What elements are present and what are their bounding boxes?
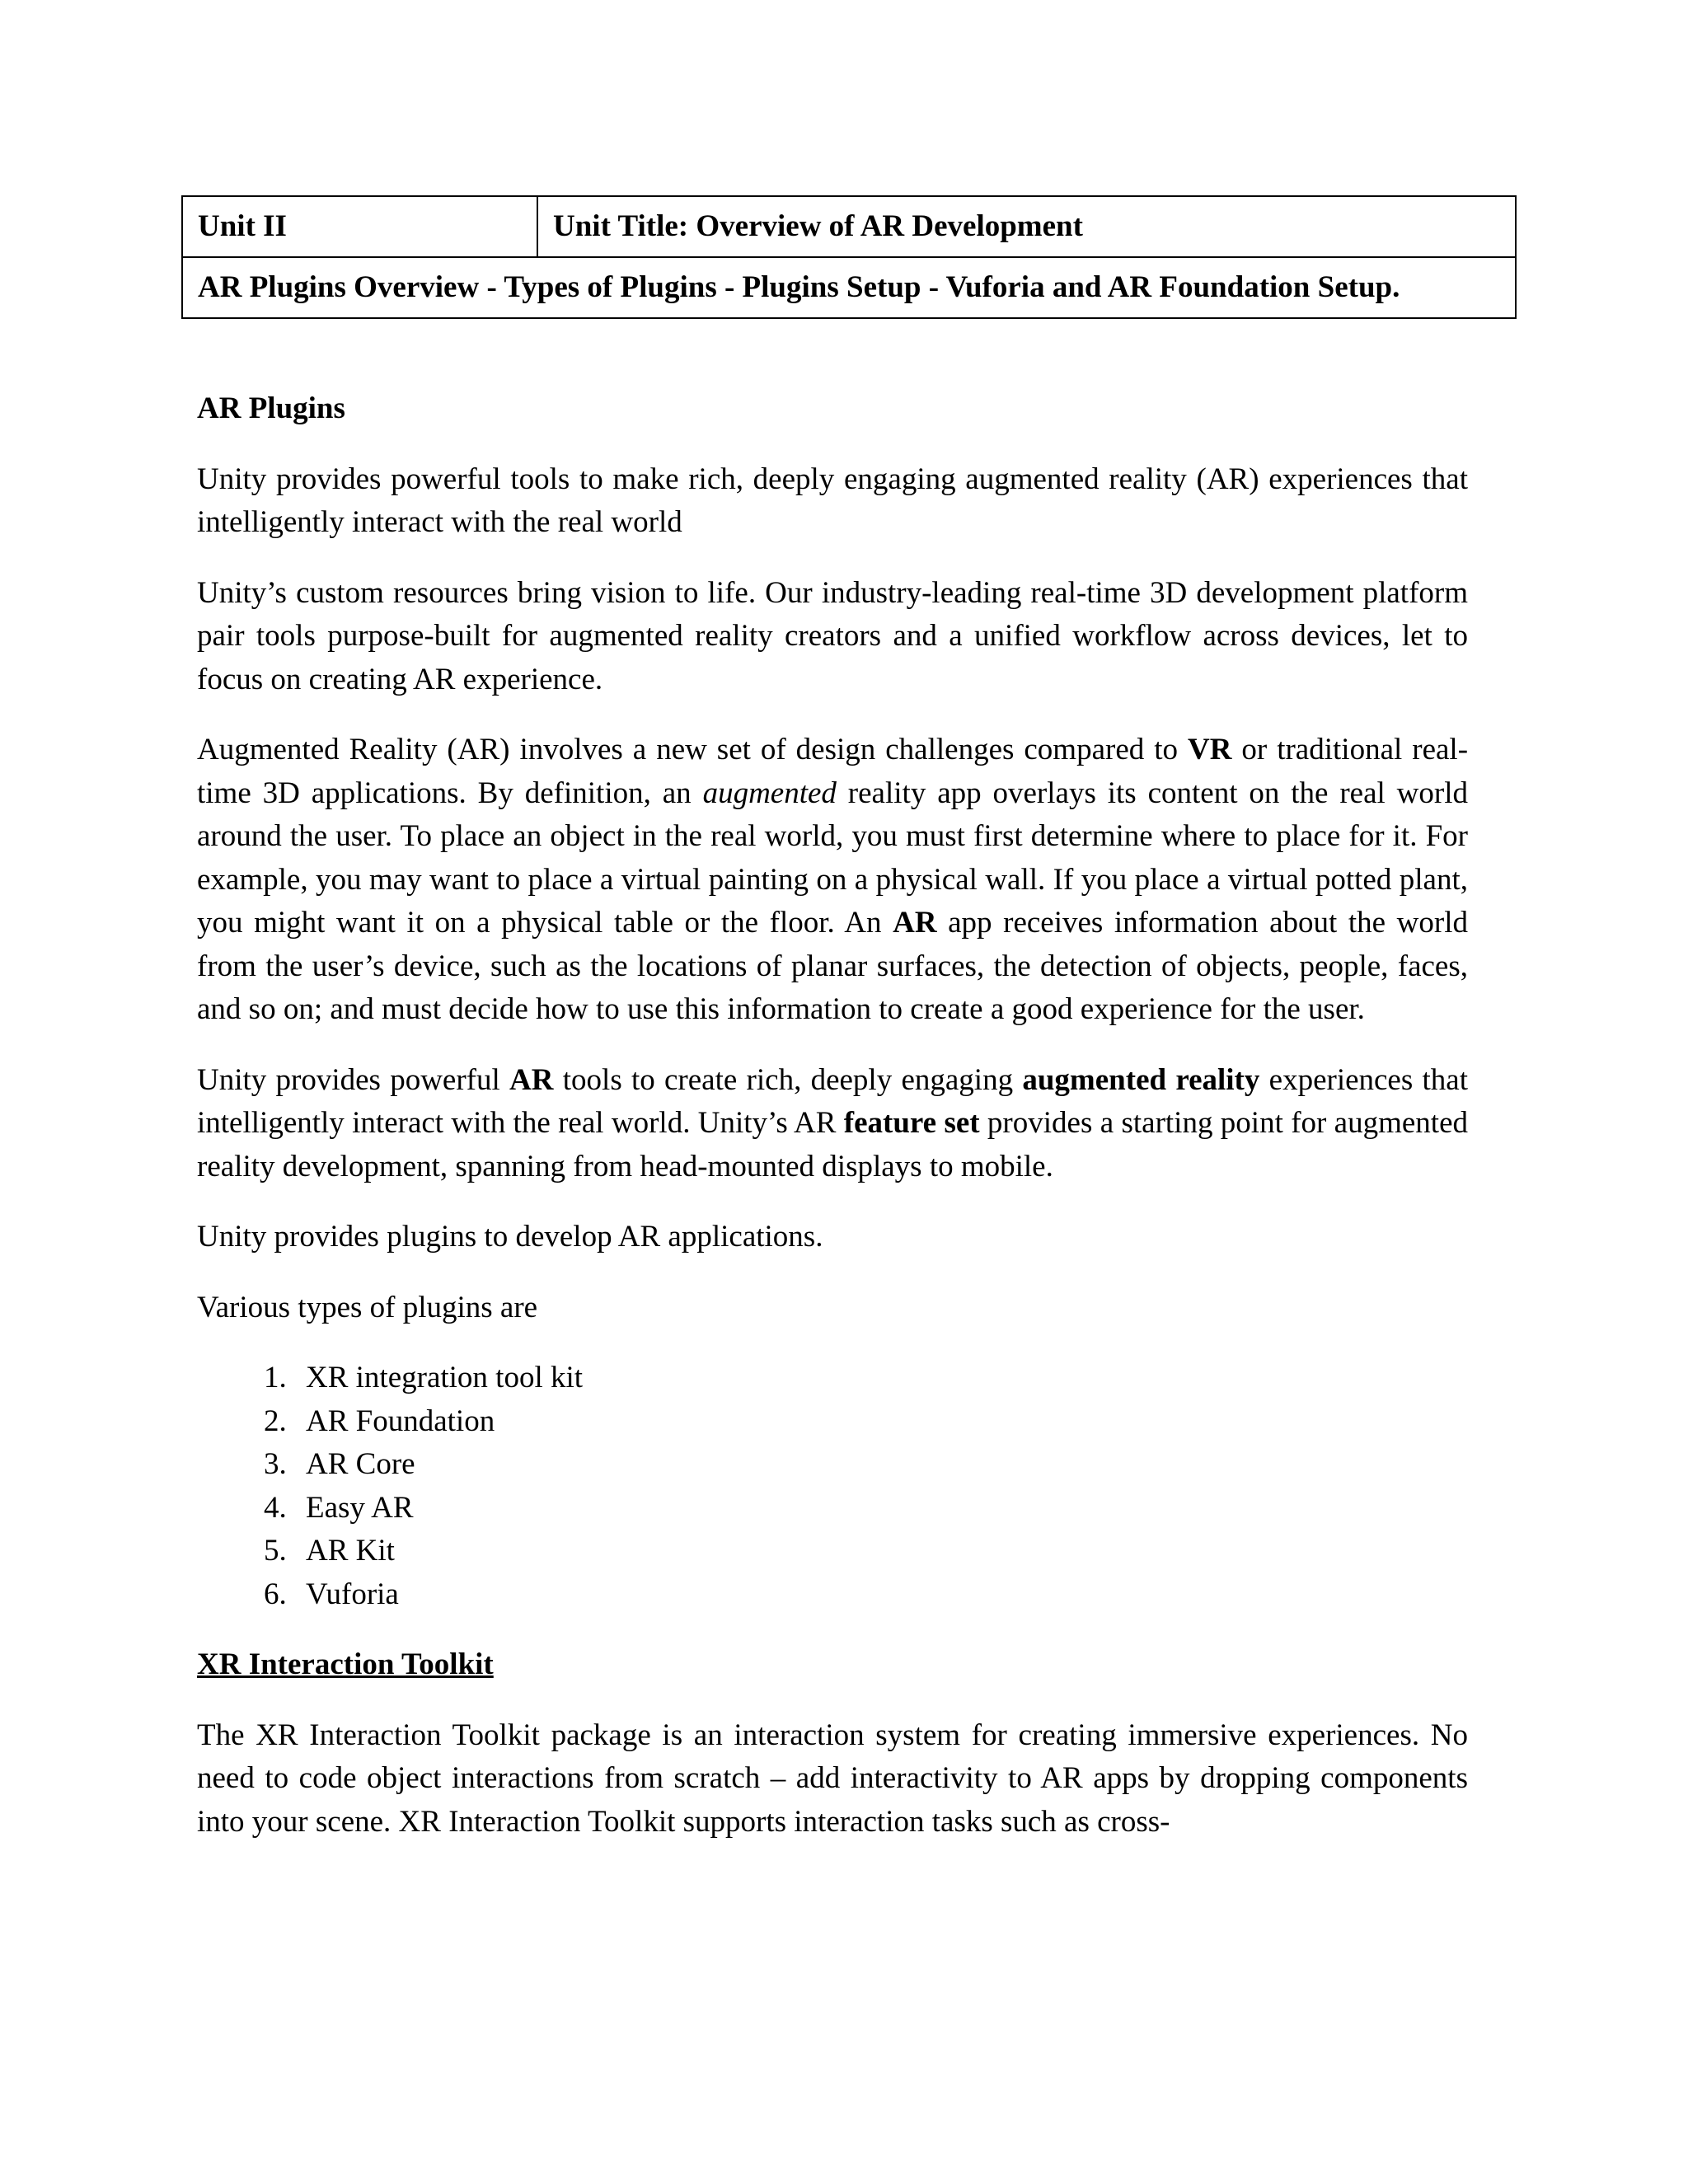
unit-topics-cell: AR Plugins Overview - Types of Plugins - Plugins Setup - Vuforia and AR Foundation Setup. [182, 257, 1516, 318]
unit-header-table [181, 195, 1517, 319]
document-body [197, 387, 1468, 1871]
paragraph-plugin-types: Various types of plugins are [197, 1290, 538, 1324]
text-run: tools to create rich, deeply engaging [553, 1062, 1023, 1097]
paragraph-plugins-intro: Unity provides plugins to develop AR applications. [197, 1220, 823, 1254]
ar-plugins-heading: AR Plugins [197, 391, 345, 425]
plugin-list [197, 1357, 1468, 1616]
list-item: 5. AR Kit [294, 1530, 1468, 1573]
paragraph-intro: Unity provides powerful tools to make rich, deeply engaging augmented reality (AR) experiences that intelligently interact with the real world [197, 462, 1468, 539]
text-run: Unity provides powerful [197, 1062, 510, 1097]
text-run: experiences that intelligently interact with the real world. Unity’s AR [197, 1062, 1468, 1140]
paragraph-xr-toolkit: The XR Interaction Toolkit package is an interaction system for creating immersive experiences. No need to code object interactions from scratch – add interactivity to AR apps by dropping components into your scene. XR Interaction Toolkit supports interaction tasks such as cross- [197, 1718, 1468, 1839]
paragraph-unity-ar-tools [197, 1059, 1468, 1189]
bold-augmented-reality: augmented reality [1022, 1062, 1260, 1097]
bold-vr: VR [1187, 733, 1232, 766]
bold-ar: AR [893, 906, 937, 940]
list-item: 2. AR Foundation [294, 1400, 1468, 1444]
text-run: Augmented Reality (AR) involves a new set of design challenges compared to [197, 733, 1188, 766]
paragraph-ar-design-challenges [197, 729, 1468, 1032]
list-item: 3. AR Core [294, 1443, 1468, 1487]
topics-row [182, 257, 1516, 318]
bold-ar: AR [509, 1062, 554, 1097]
text-run: app receives information about the world from the user’s device, such as the locations of planar surfaces, the detection of objects, people, faces, and so on; and must decide how to use this information to create a good experience for the user. [197, 906, 1468, 1026]
bold-feature-set: feature set [843, 1106, 980, 1140]
list-item: 1. XR integration tool kit [294, 1357, 1468, 1400]
list-item: 6. Vuforia [294, 1573, 1468, 1617]
unit-title-cell: Unit Title: Overview of AR Development [537, 196, 1516, 257]
text-run: reality app overlays its content on the real world around the user. To place an object in the real world, you must first determine where to place for it. For example, you may want to place a virtual painting on a physical wall. If you place a virtual potted plant, you might want it on a physical table or the floor. An [197, 776, 1469, 940]
list-item: 4. Easy AR [294, 1487, 1468, 1530]
xr-interaction-toolkit-heading: XR Interaction Toolkit [197, 1647, 494, 1681]
text-run: or traditional real-time 3D applications. By definition, an [197, 733, 1469, 810]
unit-number-cell: Unit II [182, 196, 537, 257]
italic-augmented: augmented [702, 776, 837, 810]
unit-row [182, 196, 1516, 257]
text-run: provides a starting point for augmented reality development, spanning from head-mounted displays to mobile. [197, 1106, 1468, 1183]
paragraph-custom-resources: Unity’s custom resources bring vision to life. Our industry-leading real-time 3D development platform pair tools purpose-built for augmented reality creators and a unified workflow across devices, let to focus on creating AR experience. [197, 575, 1468, 696]
